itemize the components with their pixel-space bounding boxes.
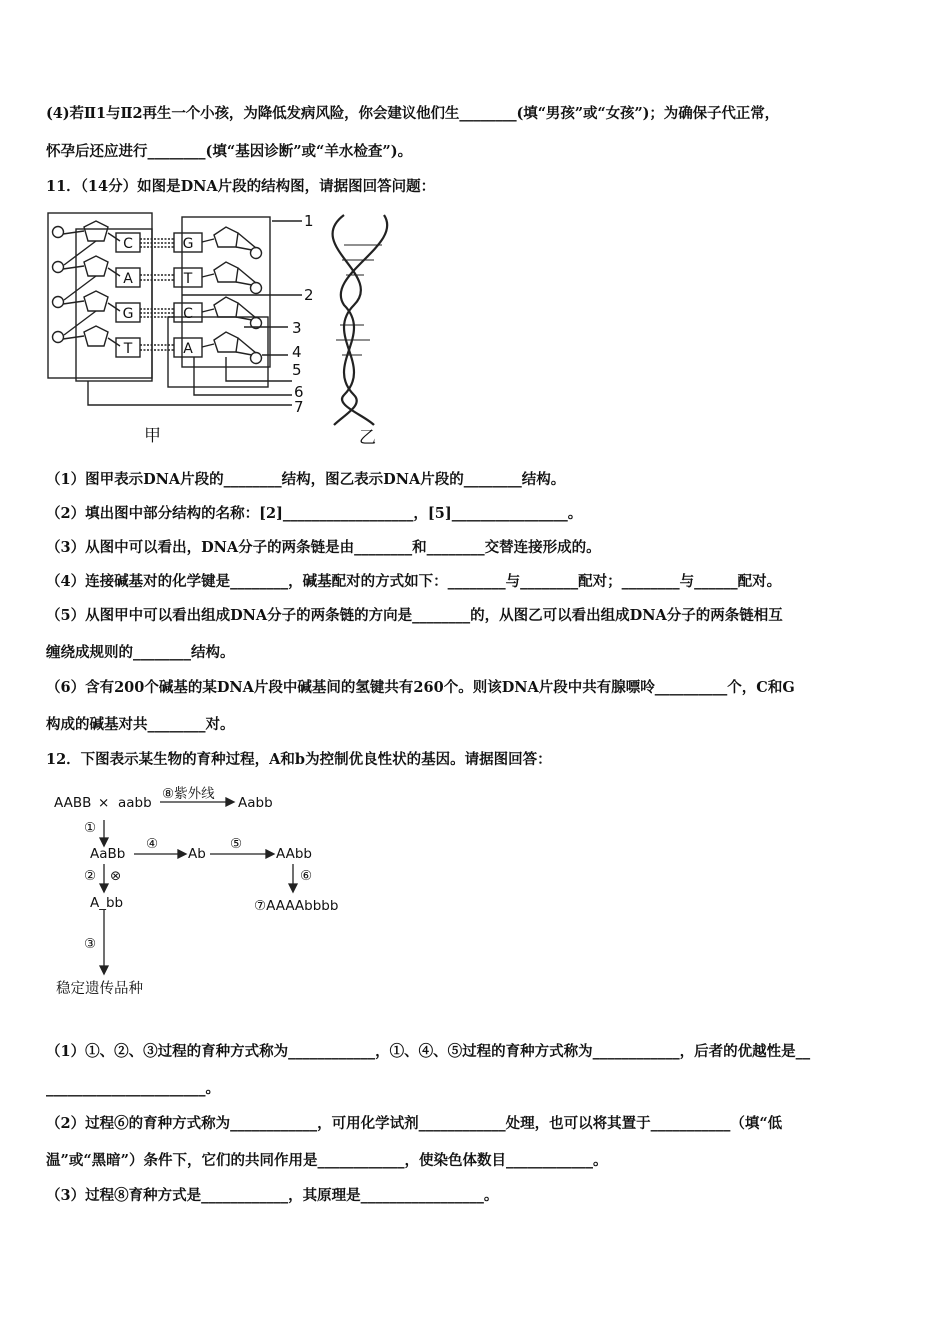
q11-part5-line1: （5）从图甲中可以看出组成DNA分子的两条链的方向是________的，从图乙可以看出组成DNA分子的两条链相互 bbox=[46, 607, 783, 624]
dna-structure-figure bbox=[44, 205, 424, 450]
haploid-ab: Ab bbox=[188, 846, 206, 862]
label-7: 7 bbox=[294, 398, 304, 416]
q11-part4: （4）连接碱基对的化学键是________，碱基配对的方式如下：________与________配对；________与______配对。 bbox=[46, 573, 782, 590]
label-6: 6 bbox=[294, 383, 304, 401]
q10-part4-line1: (4)若Ⅱ1与Ⅱ2再生一个小孩，为降低发病风险，你会建议他们生________(填“男孩”或“女孩”)；为确保子代正常， bbox=[46, 105, 780, 122]
q11-part5-line2: 缠绕成规则的________结构。 bbox=[46, 644, 235, 661]
base-left-3: G bbox=[122, 306, 134, 322]
tetraploid-aaaabbbb: ⑦AAAAbbbb bbox=[254, 898, 339, 914]
doubled-aabb: AAbb bbox=[276, 846, 312, 862]
label-jia: 甲 bbox=[144, 426, 161, 446]
base-right-1: G bbox=[182, 236, 194, 252]
label-4: 4 bbox=[292, 343, 302, 361]
base-left-4: T bbox=[123, 341, 133, 357]
step-6: ⑥ bbox=[300, 868, 313, 884]
label-1: 1 bbox=[304, 212, 314, 230]
label-5: 5 bbox=[292, 361, 302, 379]
breeding-process-figure bbox=[50, 780, 350, 1000]
helix-strand-2 bbox=[334, 215, 387, 425]
q11-part6-line1: （6）含有200个碱基的某DNA片段中碱基间的氢键共有260个。则该DNA片段中共有腺嘌呤__________个，C和G bbox=[46, 679, 795, 696]
q12-part1-line1: （1）①、②、③过程的育种方式称为____________，①、④、⑤过程的育种方式称为____________，后者的优越性是__ bbox=[46, 1043, 811, 1060]
f2-a-bb: A_bb bbox=[90, 895, 124, 911]
strand-left-frame bbox=[48, 213, 152, 378]
q12-part3: （3）过程⑧育种方式是____________，其原理是_________________。 bbox=[46, 1187, 499, 1204]
step-2: ② bbox=[84, 868, 97, 884]
base-right-4: A bbox=[183, 341, 193, 357]
q11-title: 11．（14分）如图是DNA片段的结构图，请据图回答问题： bbox=[46, 178, 436, 195]
step-4: ④ bbox=[146, 836, 159, 852]
step-5: ⑤ bbox=[230, 836, 243, 852]
q12-part1-line2: ______________________。 bbox=[46, 1080, 220, 1097]
label-2: 2 bbox=[304, 286, 314, 304]
stable-variety: 稳定遗传品种 bbox=[56, 981, 143, 997]
step-1: ① bbox=[84, 820, 97, 836]
selfing-symbol: ⊗ bbox=[110, 868, 122, 884]
step-8-uv: ⑧紫外线 bbox=[162, 786, 215, 802]
base-right-2: T bbox=[183, 271, 193, 287]
parent-aabb-recessive: aabb bbox=[118, 795, 152, 811]
mutant-aabb: Aabb bbox=[238, 795, 273, 811]
label-3: 3 bbox=[292, 319, 302, 337]
label-yi: 乙 bbox=[359, 428, 376, 448]
q10-part4-line2: 怀孕后还应进行________(填“基因诊断”或“羊水检查”)。 bbox=[46, 143, 413, 160]
parent-aabb-dominant: AABB bbox=[54, 795, 92, 811]
base-left-1: C bbox=[123, 236, 133, 252]
q11-part3: （3）从图中可以看出，DNA分子的两条链是由________和________交替连接形成的。 bbox=[46, 539, 601, 556]
q12-part2-line2: 温”或“黑暗”）条件下，它们的共同作用是____________，使染色体数目____________。 bbox=[46, 1152, 608, 1169]
q11-part1: （1）图甲表示DNA片段的________结构，图乙表示DNA片段的________结构。 bbox=[46, 471, 566, 488]
q11-part6-line2: 构成的碱基对共________对。 bbox=[46, 716, 235, 733]
q12-title: 12．下图表示某生物的育种过程，A和b为控制优良性状的基因。请据图回答： bbox=[46, 751, 552, 768]
base-right-3: C bbox=[183, 306, 193, 322]
q11-part2: （2）填出图中部分结构的名称：[2]__________________，[5]________________。 bbox=[46, 505, 583, 522]
cross-symbol: × bbox=[98, 795, 110, 811]
base-left-2: A bbox=[123, 271, 133, 287]
f1-aabb: AaBb bbox=[90, 846, 126, 862]
q12-part2-line1: （2）过程⑥的育种方式称为____________，可用化学试剂____________处理，也可以将其置于___________（填“低 bbox=[46, 1115, 783, 1132]
step-3: ③ bbox=[84, 936, 97, 952]
